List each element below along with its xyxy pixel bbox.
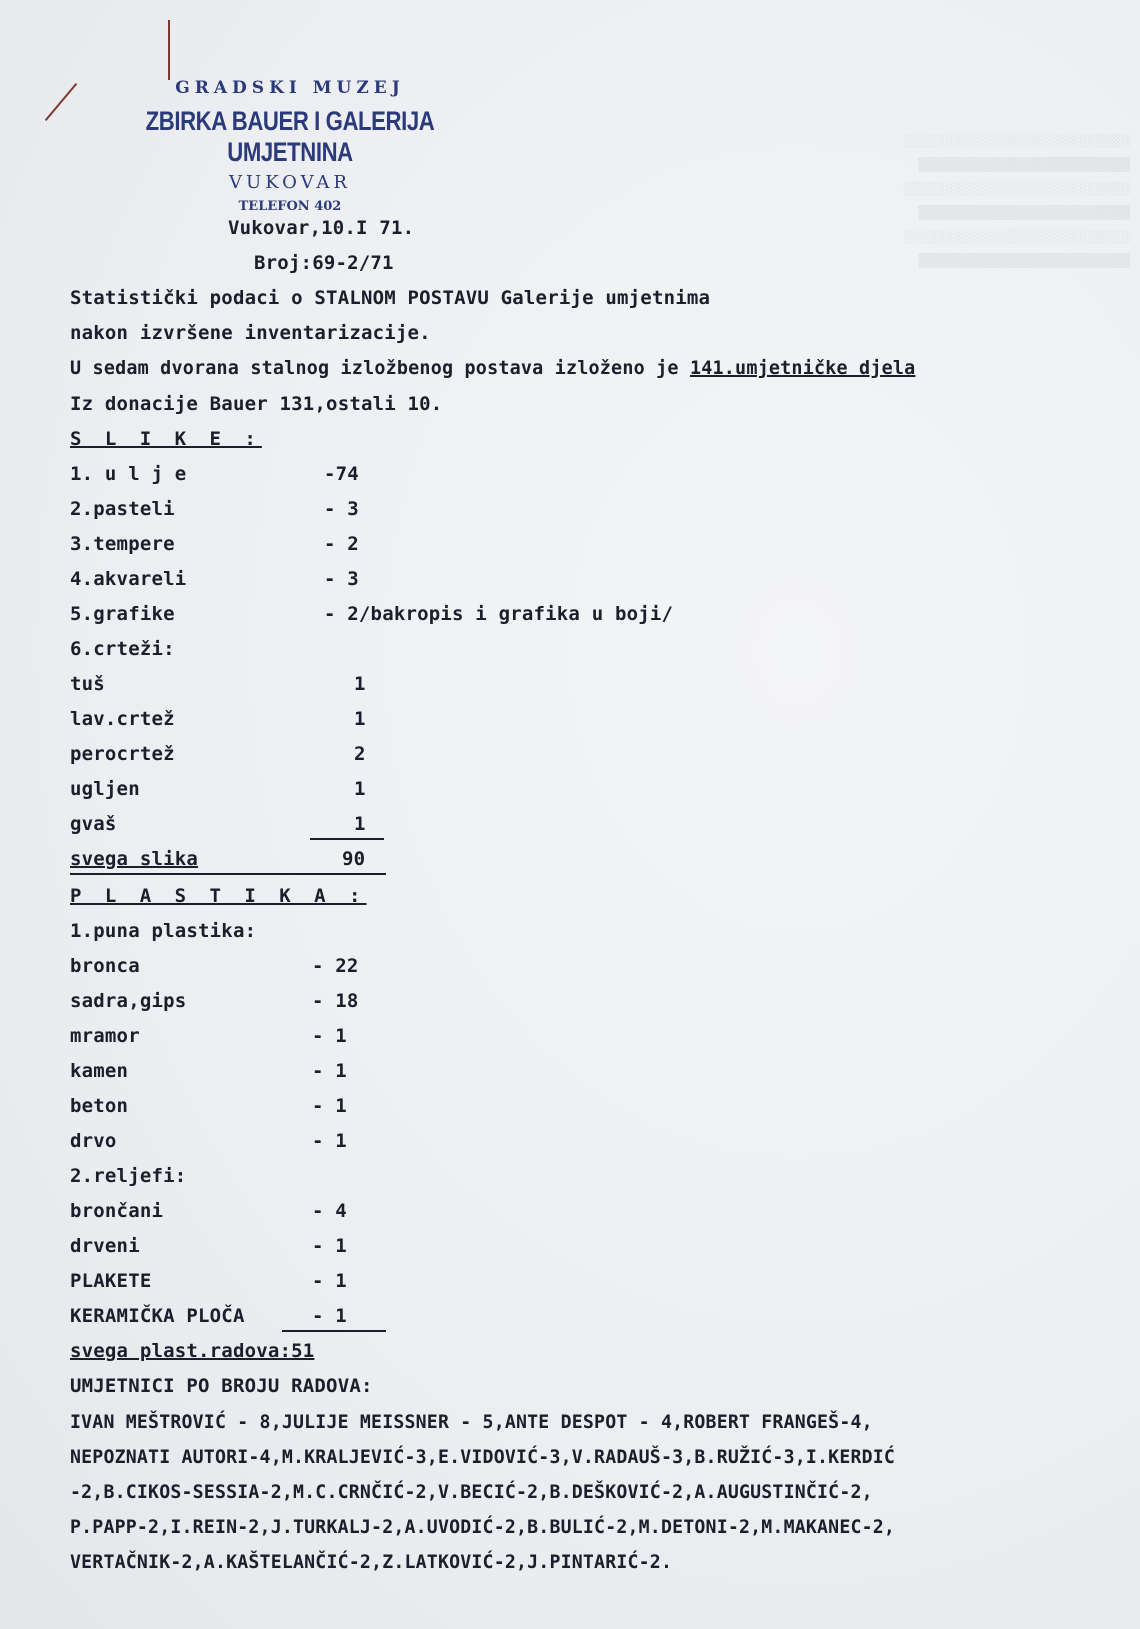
pencil-mark bbox=[168, 20, 170, 80]
plastika-row-label: brončani bbox=[70, 1200, 164, 1222]
plastika-row-label: 1.puna plastika: bbox=[70, 920, 257, 942]
plastika-row-label: bronca bbox=[70, 955, 140, 977]
slike-row-value: -74 bbox=[324, 463, 359, 485]
letterhead-collection: ZBIRKA BAUER I GALERIJA UMJETNINA bbox=[145, 106, 435, 167]
sum-rule bbox=[310, 838, 384, 840]
plastika-row-label: 2.reljefi: bbox=[70, 1165, 187, 1187]
plastika-row-label: sadra,gips bbox=[70, 990, 187, 1012]
slike-row-value: 1 bbox=[354, 813, 366, 835]
slike-row-label: tuš bbox=[70, 673, 105, 695]
plastika-row-value: - 4 bbox=[312, 1200, 347, 1222]
plastika-row-value: - 1 bbox=[312, 1025, 347, 1047]
slike-row-label: 4.akvareli bbox=[70, 568, 187, 590]
total-rule bbox=[70, 873, 386, 875]
plastika-row-value: - 22 bbox=[312, 955, 359, 977]
plastika-heading: P L A S T I K A : bbox=[70, 885, 367, 907]
letterhead-museum: GRADSKI MUZEJ bbox=[175, 78, 405, 98]
intro-line-4: Iz donacije Bauer 131,ostali 10. bbox=[70, 393, 443, 415]
slike-row-label: ugljen bbox=[70, 778, 140, 800]
slike-row-label: 6.crteži: bbox=[70, 638, 175, 660]
plastika-row-value: - 1 bbox=[312, 1095, 347, 1117]
slike-row-value: - 2/bakropis i grafika u boji/ bbox=[324, 603, 674, 625]
slike-row-label: gvaš bbox=[70, 813, 117, 835]
intro-line-2: nakon izvršene inventarizacije. bbox=[70, 322, 431, 344]
artists-line: P.PAPP-2,I.REIN-2,J.TURKALJ-2,A.UVODIĆ-2,B.BULIĆ-2,M.DETONI-2,M.MAKANEC-2, bbox=[70, 1517, 896, 1538]
plastika-row-value: - 18 bbox=[312, 990, 359, 1012]
plastika-row-label: PLAKETE bbox=[70, 1270, 152, 1292]
plastika-row-value: - 1 bbox=[312, 1060, 347, 1082]
sum-rule bbox=[282, 1330, 386, 1332]
plastika-total: svega plast.radova:51 bbox=[70, 1340, 315, 1362]
artists-line: -2,B.CIKOS-SESSIA-2,M.C.CRNČIĆ-2,V.BECIĆ-2,B.DEŠKOVIĆ-2,A.AUGUSTINČIĆ-2, bbox=[70, 1482, 873, 1503]
plastika-row-value: - 1 bbox=[312, 1235, 347, 1257]
artists-heading: UMJETNICI PO BROJU RADOVA: bbox=[70, 1375, 373, 1397]
plastika-row-label: mramor bbox=[70, 1025, 140, 1047]
slike-total-value: 90 bbox=[342, 848, 366, 870]
intro-line-3-text: U sedam dvorana stalnog izložbenog postava izloženo je bbox=[70, 358, 690, 379]
letterhead bbox=[60, 78, 520, 214]
artists-line: IVAN MEŠTROVIĆ - 8,JULIJE MEISSNER - 5,ANTE DESPOT - 4,ROBERT FRANGEŠ-4, bbox=[70, 1412, 873, 1433]
document-date: Vukovar,10.I 71. bbox=[228, 217, 415, 239]
letterhead-phone: TELEFON 402 bbox=[238, 199, 342, 214]
slike-row-value: - 3 bbox=[324, 498, 359, 520]
intro-line-3 bbox=[70, 358, 915, 379]
slike-row-label: 1. u l j e bbox=[70, 463, 187, 485]
plastika-row-label: KERAMIČKA PLOČA bbox=[70, 1305, 245, 1327]
slike-row-value: 1 bbox=[354, 708, 366, 730]
plastika-row-value: - 1 bbox=[312, 1130, 347, 1152]
slike-row-label: lav.crtež bbox=[70, 708, 175, 730]
show-through-text: ░░░░░░░░░░░░░░░░░░░░░░░░░░░░░ ▒▒▒▒▒▒▒▒▒▒▒▒▒▒▒▒▒▒▒▒▒▒▒▒▒▒▒ ░░░░░░░░░░░░░░░░░░░░░░░░░░░░░ ▒▒▒▒▒▒▒▒▒▒▒▒▒▒▒▒▒▒▒▒▒▒▒▒▒▒▒ ░░░░░░░░░░░░░░░░░░░░░░░░░░░░░ ▒▒▒▒▒▒▒▒▒▒▒▒▒▒▒▒▒▒▒▒▒▒▒▒▒▒▒ bbox=[903, 134, 1130, 269]
slike-row-value: 1 bbox=[354, 673, 366, 695]
slike-row-label: perocrtež bbox=[70, 743, 175, 765]
slike-row-label: 3.tempere bbox=[70, 533, 175, 555]
slike-row-value: 1 bbox=[354, 778, 366, 800]
intro-line-1: Statistički podaci o STALNOM POSTAVU Galerije umjetnima bbox=[70, 287, 711, 309]
slike-row-label: 2.pasteli bbox=[70, 498, 175, 520]
plastika-row-label: drvo bbox=[70, 1130, 117, 1152]
plastika-row-label: drveni bbox=[70, 1235, 140, 1257]
document-number: Broj:69-2/71 bbox=[254, 252, 394, 274]
slike-row-value: - 3 bbox=[324, 568, 359, 590]
plastika-row-label: kamen bbox=[70, 1060, 129, 1082]
artwork-count: 141.umjetničke djela bbox=[689, 358, 916, 379]
slike-total-label: svega slika bbox=[70, 848, 199, 870]
slike-row-value: 2 bbox=[354, 743, 366, 765]
plastika-row-label: beton bbox=[70, 1095, 129, 1117]
letterhead-city: VUKOVAR bbox=[229, 172, 351, 193]
plastika-row-value: - 1 bbox=[312, 1305, 347, 1327]
slike-row-label: 5.grafike bbox=[70, 603, 175, 625]
slike-heading: S L I K E : bbox=[70, 428, 262, 450]
artists-line: VERTAČNIK-2,A.KAŠTELANČIĆ-2,Z.LATKOVIĆ-2,J.PINTARIĆ-2. bbox=[70, 1552, 673, 1573]
slike-row-value: - 2 bbox=[324, 533, 359, 555]
plastika-row-value: - 1 bbox=[312, 1270, 347, 1292]
artists-line: NEPOZNATI AUTORI-4,M.KRALJEVIĆ-3,E.VIDOVIĆ-3,V.RADAUŠ-3,B.RUŽIĆ-3,I.KERDIĆ bbox=[70, 1447, 896, 1468]
